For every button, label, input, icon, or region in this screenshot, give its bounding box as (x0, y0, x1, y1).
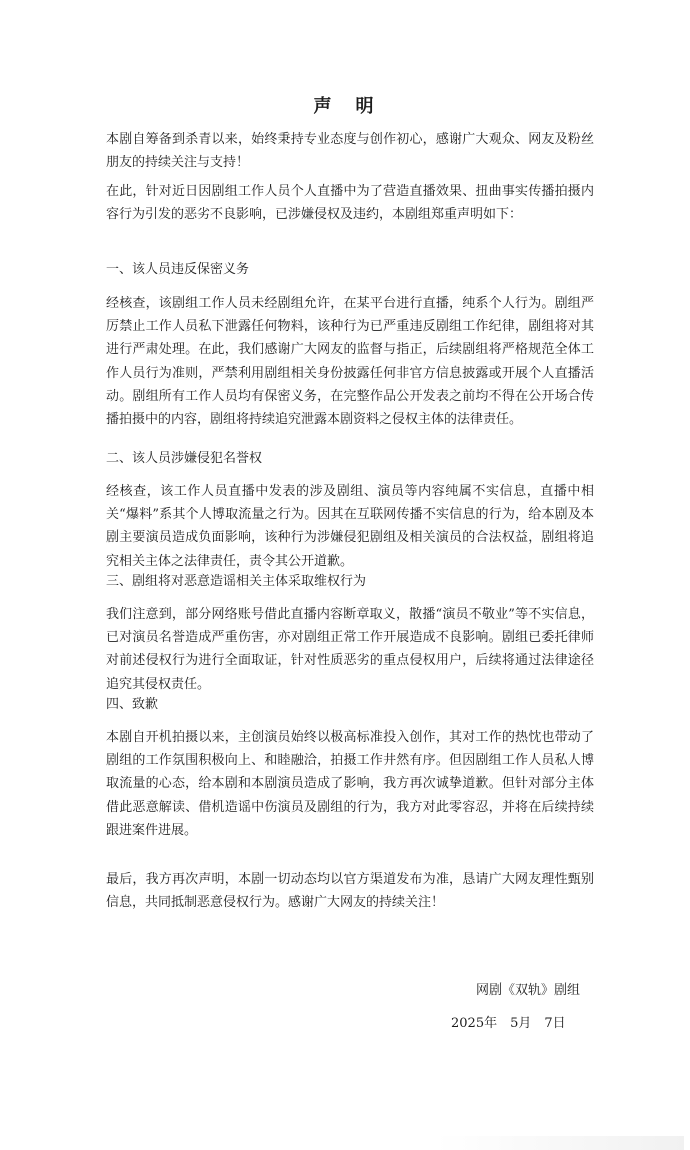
section-2-body: 经核查，该工作人员直播中发表的涉及剧组、演员等内容纯属不实信息，直播中相关“爆料”系其个人博取流量之行为。因其在互联网传播不实信息的行为，给本剧及本剧主要演员造成负面影响，该种行为涉嫌侵犯剧组及相关演员的合法权益，剧组将追究相关主体之法律责任，责令其公开道歉。 (106, 484, 594, 569)
section-1-heading: 一、该人员违反保密义务 (106, 262, 250, 277)
section-1-body: 经核查，该剧组工作人员未经剧组允许，在某平台进行直播，纯系个人行为。剧组严厉禁止工作人员私下泄露任何物料，该种行为已严重违反剧组工作纪律，剧组将对其进行严肃处理。在此，我们感谢广大网友的监督与指正，后续剧组将严格规范全体工作人员行为准则，严禁利用剧组相关身份披露任何非官方信息披露或开展个人直播活动。剧组所有工作人员均有保密义务，在完整作品公开发表之前均不得在公开场合传播拍摄中的内容，剧组将持续追究泄露本剧资料之侵权主体的法律责任。 (106, 296, 594, 428)
section-4-heading: 四、致歉 (106, 697, 159, 712)
intro-paragraph-1: 本剧自筹备到杀青以来，始终秉持专业态度与创作初心，感谢广大观众、网友及粉丝朋友的持续关注与支持！ (106, 132, 594, 171)
section-3-body: 我们注意到，部分网络账号借此直播内容断章取义，散播“演员不敬业”等不实信息，已对演员名誉造成严重伤害，亦对剧组正常工作开展造成不良影响。剧组已委托律师对前述侵权行为进行全面取证，针对性质恶劣的重点侵权用户，后续将通过法律途径追究其侵权责任。 (106, 607, 594, 692)
document-title: 声 明 (313, 96, 377, 117)
intro-paragraph-2: 在此，针对近日因剧组工作人员个人直播中为了营造直播效果、扭曲事实传播拍摄内容行为引发的恶劣不良影响，已涉嫌侵权及违约，本剧组郑重声明如下： (106, 184, 594, 223)
section-2-heading: 二、该人员涉嫌侵犯名誉权 (106, 451, 263, 466)
section-4-body: 本剧自开机拍摄以来，主创演员始终以极高标准投入创作，其对工作的热忱也带动了剧组的工作氛围积极向上、和睦融洽，拍摄工作井然有序。但因剧组工作人员私人博取流量的心态，给本剧和本剧演员造成了影响，我方再次诚挚道歉。但针对部分主体借此恶意解读、借机造谣中伤演员及剧组的行为，我方对此零容忍，并将在后续持续跟进案件进展。 (106, 730, 594, 838)
closing-paragraph: 最后，我方再次声明，本剧一切动态均以官方渠道发布为准，恳请广大网友理性甄别信息，共同抵制恶意侵权行为。感谢广大网友的持续关注！ (106, 872, 594, 911)
section-3-heading: 三、剧组将对恶意造谣相关主体采取维权行为 (106, 574, 367, 589)
date: 2025年 5月 7日 (451, 1016, 566, 1031)
footer-fade (436, 1136, 684, 1150)
signature: 网剧《双轨》剧组 (476, 983, 581, 998)
